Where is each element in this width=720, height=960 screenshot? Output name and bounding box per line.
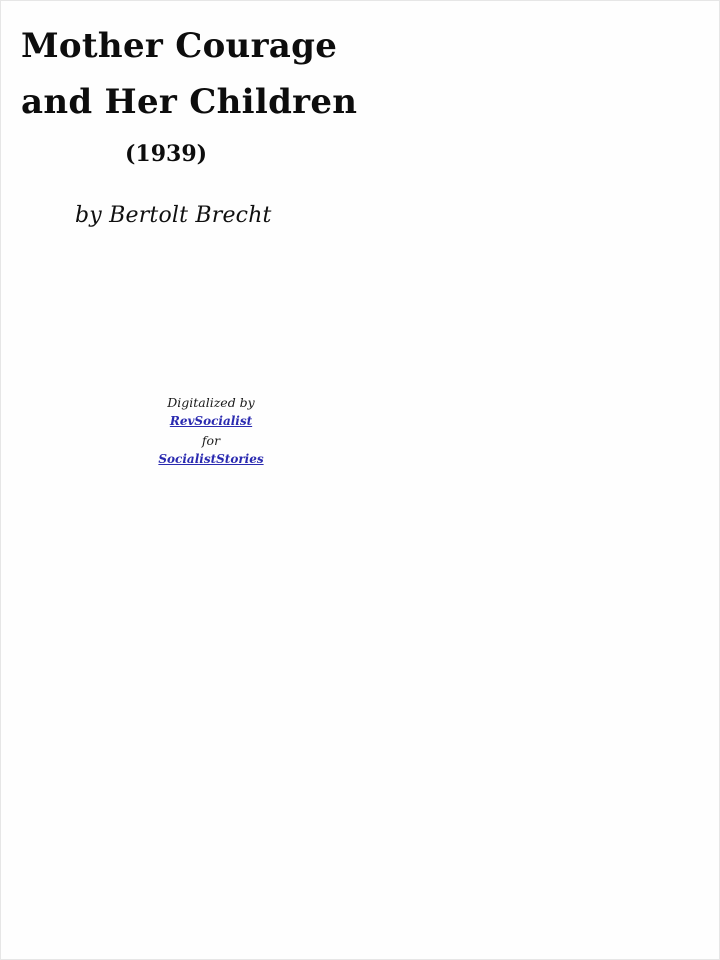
digitization-credit xyxy=(101,393,321,469)
page-title-line-1: Mother Courage xyxy=(21,26,338,66)
publication-year: (1939) xyxy=(125,141,208,167)
credit-for-label: for xyxy=(201,432,221,448)
page-title-line-2: and Her Children xyxy=(21,82,358,122)
author-byline: by Bertolt Brecht xyxy=(75,203,272,228)
credit-digitizer-link[interactable]: RevSocialist xyxy=(169,414,253,429)
credit-publisher-link[interactable]: SocialistStories xyxy=(158,452,264,467)
title-block xyxy=(21,26,621,228)
credit-digitalized-by-label: Digitalized by xyxy=(167,395,255,410)
